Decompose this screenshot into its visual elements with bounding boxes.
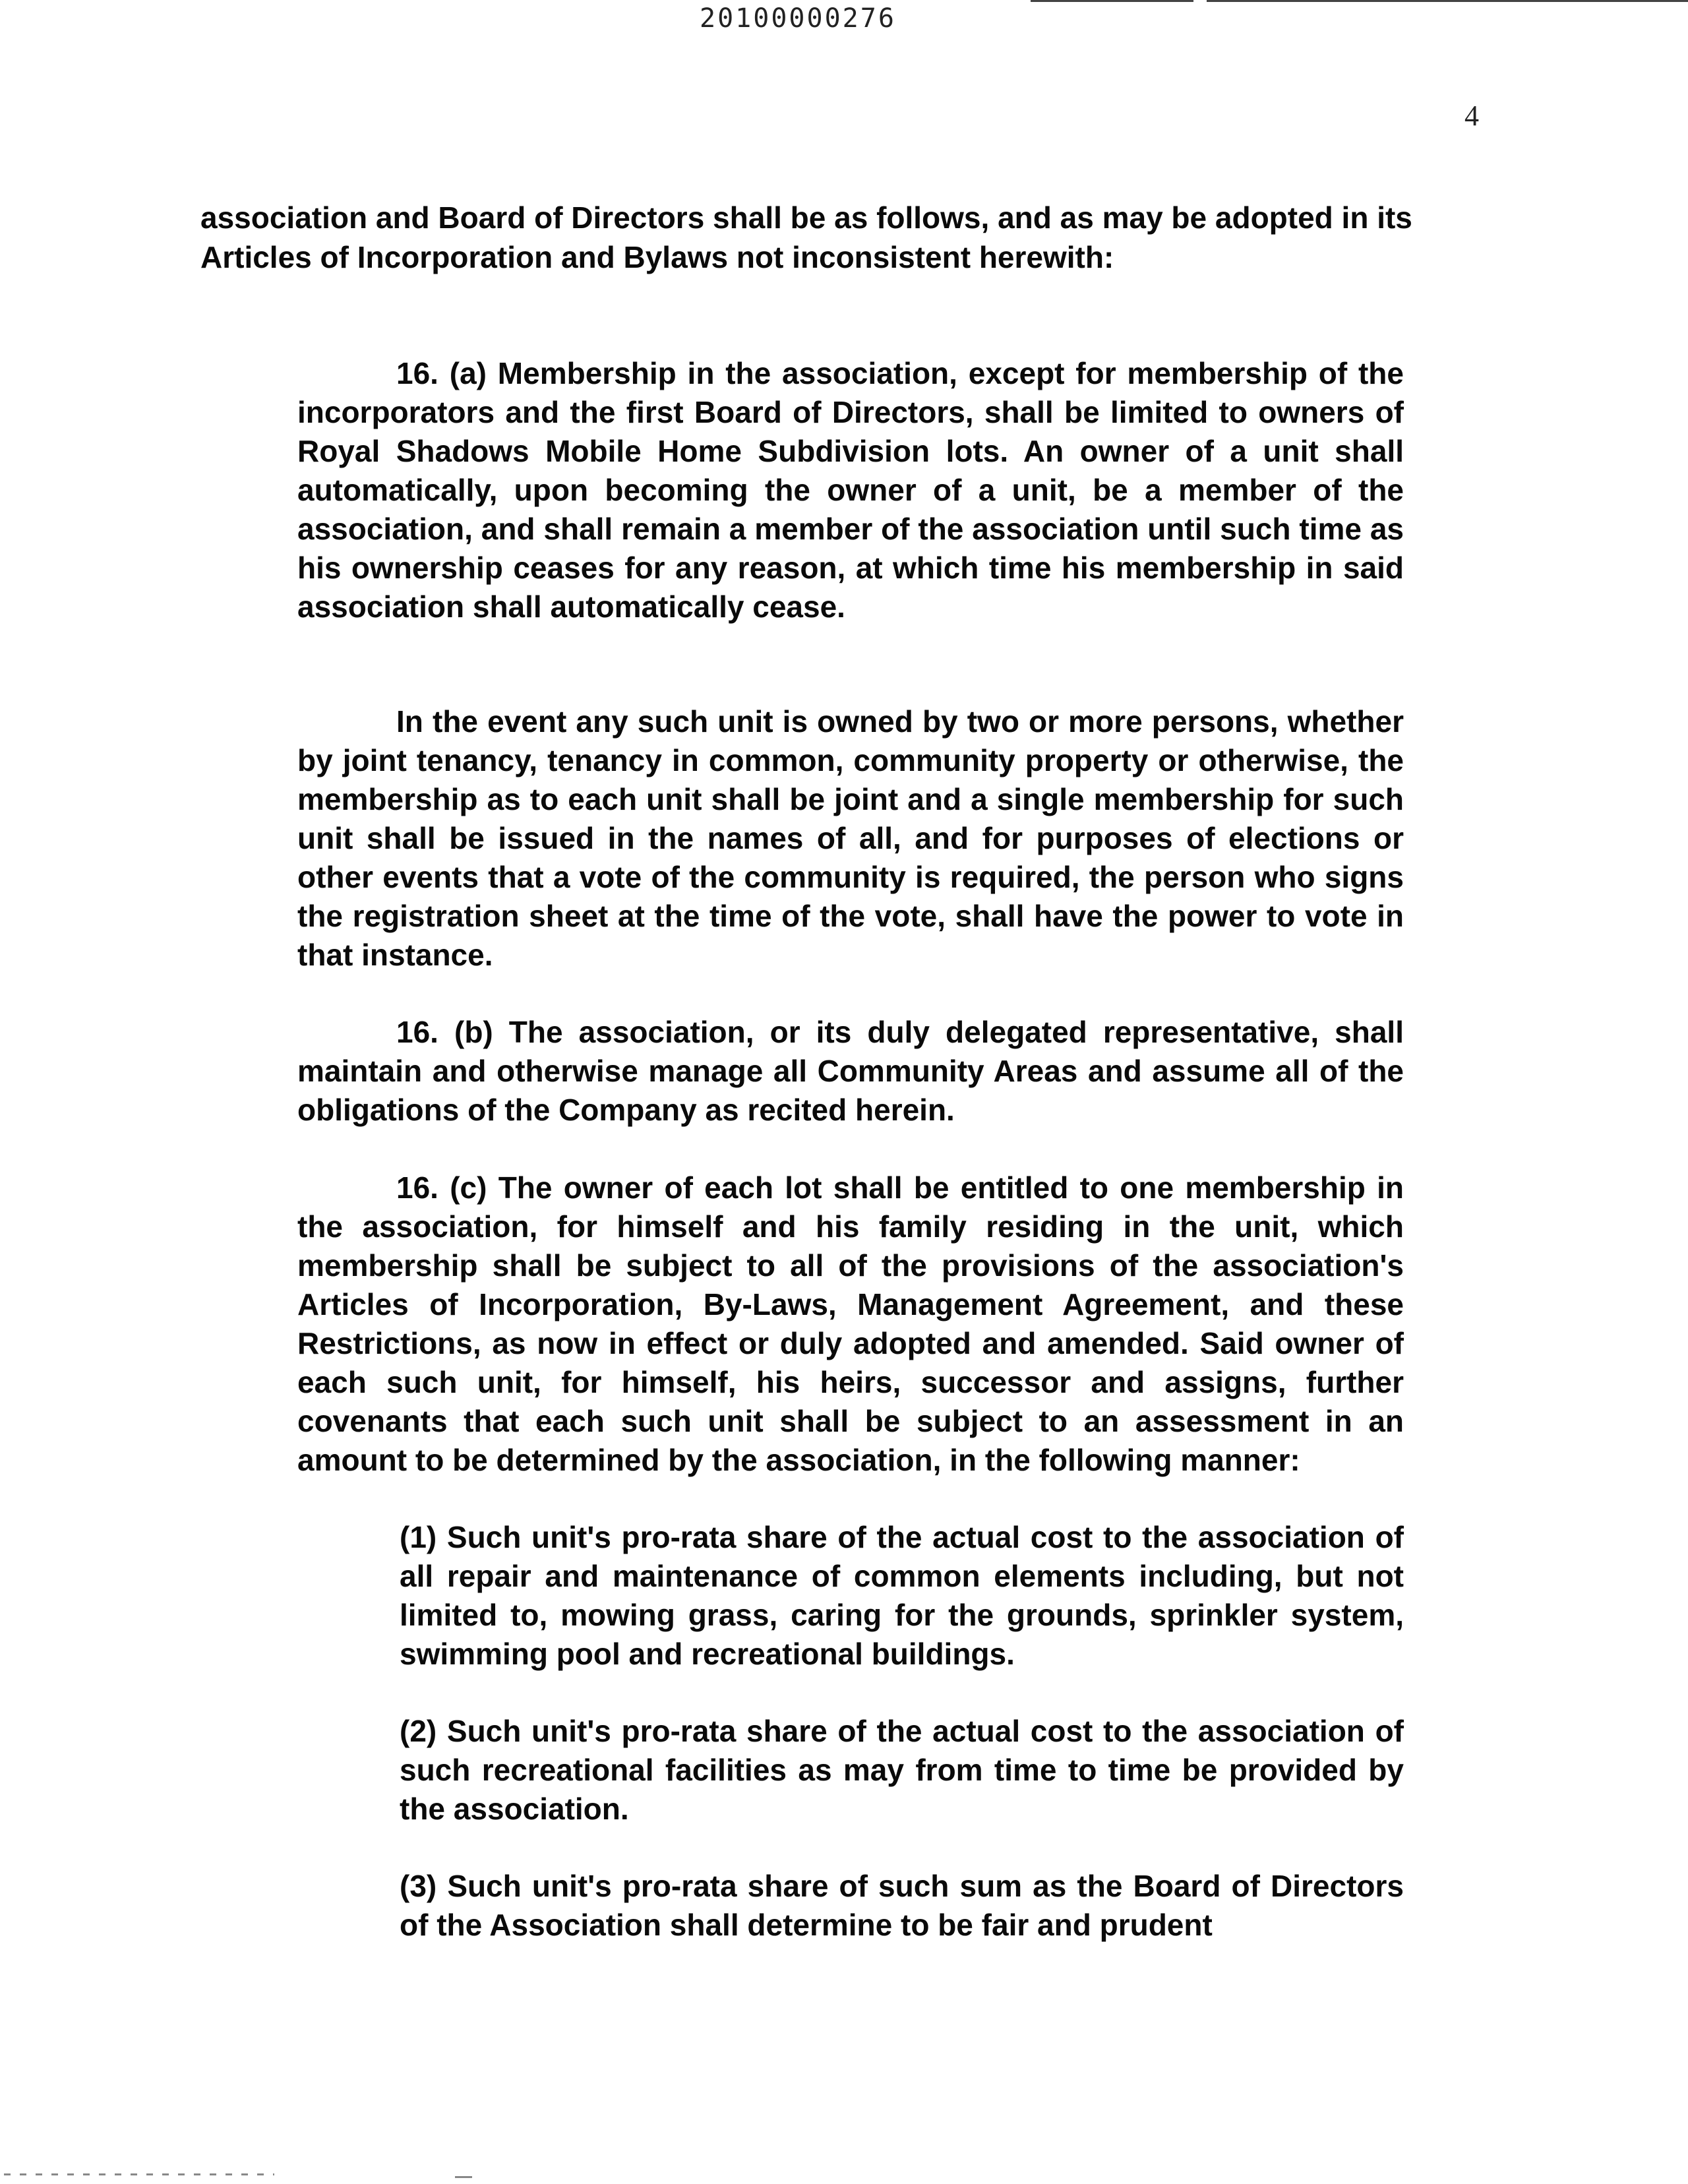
- intro-paragraph: association and Board of Directors shall be as follows, and as may be adopted in its Articles of Incorporation and Bylaws not inconsistent herewith:: [200, 200, 1412, 274]
- scan-footer-artifact: [4, 2173, 274, 2175]
- scan-edge-line: [1031, 0, 1193, 2]
- assessment-item-1: (1) Such unit's pro-rata share of the actual cost to the association of all repair and maintenance of common elements including, but not limited to, mowing grass, caring for the grounds, sprinkler system, swimming pool and recreational buildings.: [400, 1520, 1404, 1671]
- assessment-item-2: (2) Such unit's pro-rata share of the actual cost to the association of such recreational facilities as may from time to time be provided by the association.: [400, 1714, 1404, 1826]
- section-16b-paragraph: 16. (b) The association, or its duly delegated representative, shall maintain and otherwise manage all Community Areas and assume all of the obligations of the Company as recited herein.: [297, 1015, 1404, 1127]
- scan-footer-mark: [455, 2176, 472, 2178]
- scan-edge-line: [1207, 0, 1688, 2]
- document-number: 20100000276: [700, 3, 896, 34]
- section-16c-paragraph: 16. (c) The owner of each lot shall be entitled to one membership in the association, for himself and his family residing in the unit, which membership shall be subject to all of the provisions of the association's Articles of Incorporation, By-Laws, Management Agreement, and these Restrictions, as now in effect or duly adopted and amended. Said owner of each such unit, for himself, his heirs, successor and assigns, further covenants that each such unit shall be subject to an assessment in an amount to be determined by the association, in the following manner:: [297, 1170, 1404, 1477]
- page-number: 4: [1464, 100, 1479, 132]
- assessment-item-3: (3) Such unit's pro-rata share of such sum as the Board of Directors of the Association shall determine to be fair and prudent: [400, 1869, 1404, 1942]
- section-16a-joint-ownership-paragraph: In the event any such unit is owned by two or more persons, whether by joint tenancy, tenancy in common, community property or otherwise, the membership as to each unit shall be joint and a single membership for such unit shall be issued in the names of all, and for purposes of elections or other events that a vote of the community is required, the person who signs the registration sheet at the time of the vote, shall have the power to vote in that instance.: [297, 704, 1404, 972]
- section-16a-paragraph: 16. (a) Membership in the association, except for membership of the incorporators and the first Board of Directors, shall be limited to owners of Royal Shadows Mobile Home Subdivision lots. An owner of a unit shall automatically, upon becoming the owner of a unit, be a member of the association, and shall remain a member of the association until such time as his ownership ceases for any reason, at which time his membership in said association shall automatically cease.: [297, 356, 1404, 624]
